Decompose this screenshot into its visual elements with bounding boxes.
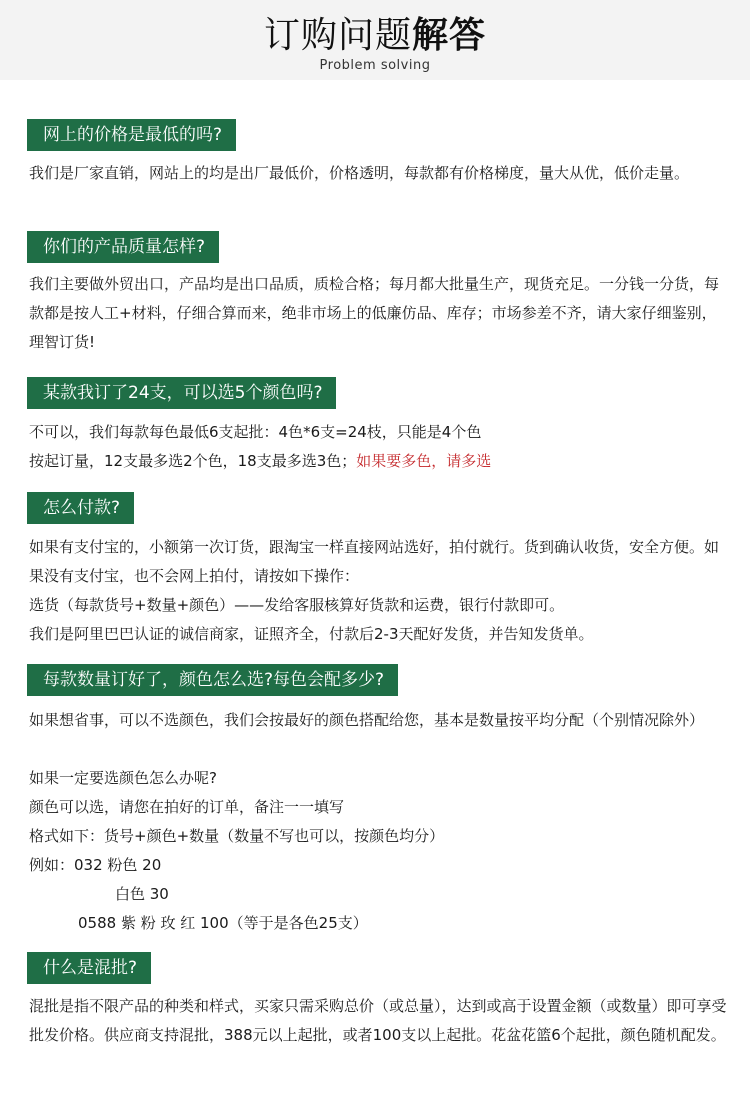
faq-question-colors: 某款我订了24支，可以选5个颜色吗? bbox=[27, 377, 336, 409]
page-title-light: 订购问题 bbox=[263, 15, 412, 56]
faq-answer-colors-line2 bbox=[29, 447, 491, 476]
page-subtitle: Problem solving bbox=[319, 58, 431, 73]
faq-answer-payment-line2: 选货（每款货号+数量+颜色）——发给客服核算好货款和运费，银行付款即可。 bbox=[29, 596, 565, 614]
page-title bbox=[0, 14, 750, 58]
faq-answer-color-choice-line7: 0588 紫 粉 玫 红 100（等于是各色25支） bbox=[78, 914, 368, 932]
faq-question-color-choice: 每款数量订好了，颜色怎么选?每色会配多少? bbox=[27, 664, 398, 696]
faq-answer-color-choice-line2: 如果一定要选颜色怎么办呢? bbox=[29, 769, 217, 787]
page-header bbox=[0, 0, 750, 80]
faq-answer-color-choice-line4: 格式如下：货号+颜色+数量（数量不写也可以，按颜色均分） bbox=[29, 827, 445, 845]
faq-question-mixed-batch: 什么是混批? bbox=[27, 952, 151, 984]
faq-answer-price: 我们是厂家直销，网站上的均是出厂最低价，价格透明，每款都有价格梯度，量大从优，低价走量。 bbox=[29, 164, 690, 182]
faq-question-payment: 怎么付款? bbox=[27, 492, 134, 524]
faq-answer-colors-highlight: 如果要多色，请多选 bbox=[356, 452, 492, 470]
faq-answer-color-choice-line6: 白色 30 bbox=[115, 885, 169, 903]
faq-answer-colors-text: 按起订量，12支最多选2个色，18支最多选3色； bbox=[29, 452, 357, 470]
faq-answer-color-choice-line3: 颜色可以选，请您在拍好的订单，备注一一填写 bbox=[29, 798, 345, 816]
faq-answer-color-choice-para: 如果想省事，可以不选颜色，我们会按最好的颜色搭配给您，基本是数量按平均分配（个别情况除外） bbox=[29, 711, 705, 729]
faq-answer-quality: 我们主要做外贸出口，产品均是出口品质，质检合格；每月都大批量生产，现货充足。一分钱一分货，每款都是按人工+材料，仔细合算而来，绝非市场上的低廉仿品、库存；市场参差不齐，请大家仔细鉴别，理智订货! bbox=[29, 275, 720, 351]
page-title-bold: 解答 bbox=[412, 15, 487, 56]
faq-answer-color-choice-line5: 例如：032 粉色 20 bbox=[29, 856, 162, 874]
faq-answer-payment-para: 如果有支付宝的，小额第一次订货，跟淘宝一样直接网站选好，拍付就行。货到确认收货，安全方便。如果没有支付宝，也不会网上拍付，请按如下操作： bbox=[29, 538, 720, 585]
faq-question-price: 网上的价格是最低的吗? bbox=[27, 119, 236, 151]
faq-answer-payment-line3: 我们是阿里巴巴认证的诚信商家，证照齐全，付款后2-3天配好发货，并告知发货单。 bbox=[29, 625, 594, 643]
faq-answer-mixed-batch: 混批是指不限产品的种类和样式，买家只需采购总价（或总量），达到或高于设置金额（或数量）即可享受批发价格。供应商支持混批，388元以上起批，或者100支以上起批。花盆花篮6个起批，颜色随机配发。 bbox=[29, 997, 727, 1044]
faq-question-quality: 你们的产品质量怎样? bbox=[27, 231, 219, 263]
faq-answer-colors-line1: 不可以，我们每款每色最低6支起批：4色*6支=24枝，只能是4个色 bbox=[29, 423, 482, 441]
